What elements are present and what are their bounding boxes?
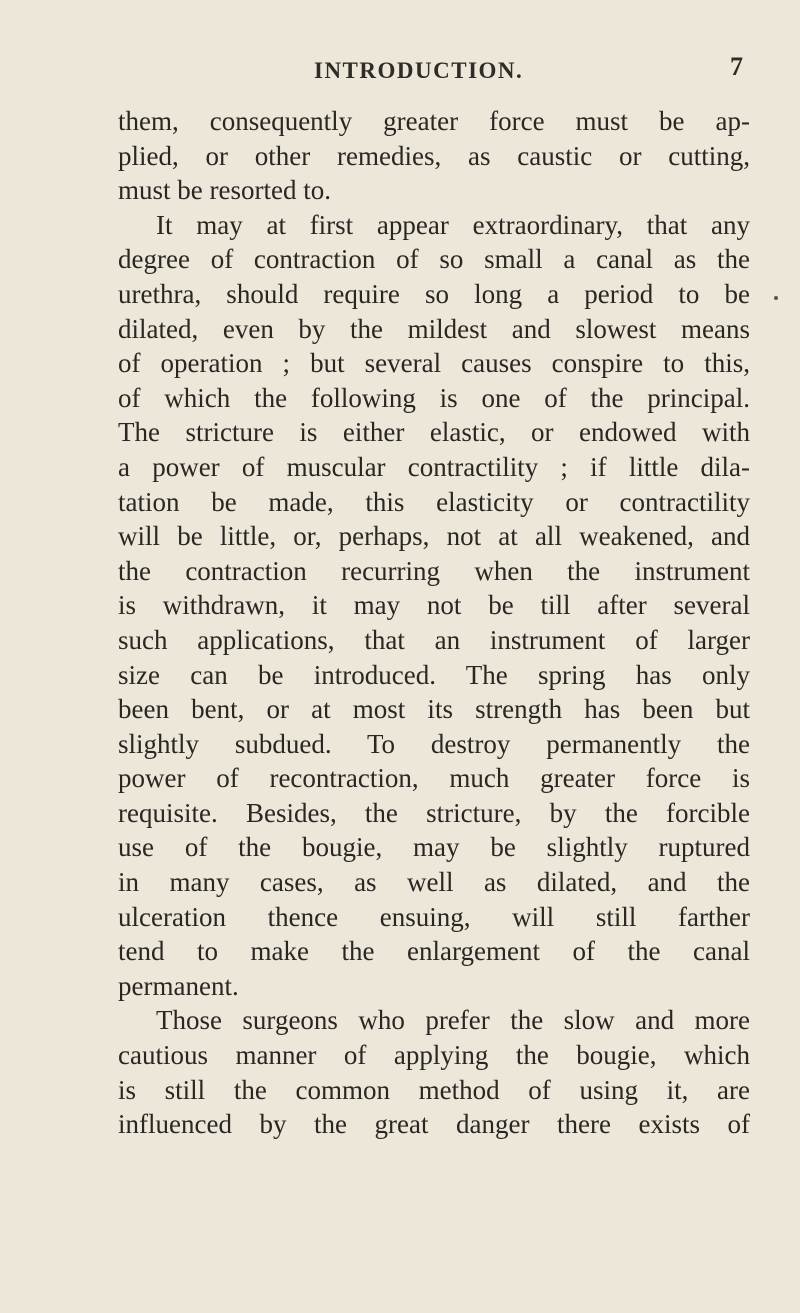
text-line: been bent, or at most its strength has been but (118, 694, 750, 725)
text-line: is still the common method of using it, are (118, 1074, 750, 1105)
text-line: slightly subdued. To destroy permanently the (118, 728, 750, 759)
text-line: Those surgeons who prefer the slow and more (156, 1005, 750, 1036)
text-line: size can be introduced. The spring has only (118, 659, 750, 690)
text-line: plied, or other remedies, as caustic or cutting, (118, 140, 750, 171)
text-line: of which the following is one of the principal. (118, 382, 750, 413)
text-line: them, consequently greater force must be ap- (118, 106, 750, 136)
text-line: such applications, that an instrument of larger (118, 624, 750, 655)
margin-speck (774, 296, 778, 300)
text-line: the contraction recurring when the instrument (118, 555, 750, 586)
text-line: a power of muscular contractility ; if little dila- (118, 451, 750, 482)
text-line: will be little, or, perhaps, not at all weakened, and (118, 521, 750, 552)
page-number: 7 (730, 52, 743, 81)
text-line: tend to make the enlargement of the canal (118, 936, 750, 967)
text-line: influenced by the great danger there exists of (118, 1109, 750, 1140)
running-head (0, 52, 800, 92)
text-line: It may at first appear extraordinary, that any (156, 209, 750, 240)
text-line: use of the bougie, may be slightly ruptured (118, 832, 750, 863)
text-line: requisite. Besides, the stricture, by the forcible (118, 797, 750, 828)
text-line: power of recontraction, much greater force is (118, 763, 750, 794)
text-line: ulceration thence ensuing, will still farther (118, 901, 750, 932)
text-line: permanent. (118, 970, 239, 1001)
text-line: urethra, should require so long a period to be (118, 278, 750, 309)
text-line: dilated, even by the mildest and slowest means (118, 313, 750, 344)
text-line: is withdrawn, it may not be till after several (118, 590, 750, 621)
running-title: INTRODUCTION. (314, 58, 524, 83)
text-line: of operation ; but several causes conspire to this, (118, 348, 750, 379)
text-line: cautious manner of applying the bougie, which (118, 1040, 750, 1071)
text-line: in many cases, as well as dilated, and the (118, 867, 750, 898)
text-line: tation be made, this elasticity or contractility (118, 486, 750, 517)
text-line: must be resorted to. (118, 175, 331, 206)
text-line: degree of contraction of so small a canal as the (118, 244, 750, 275)
body-text (118, 104, 750, 1142)
text-line: The stricture is either elastic, or endowed with (118, 417, 750, 448)
